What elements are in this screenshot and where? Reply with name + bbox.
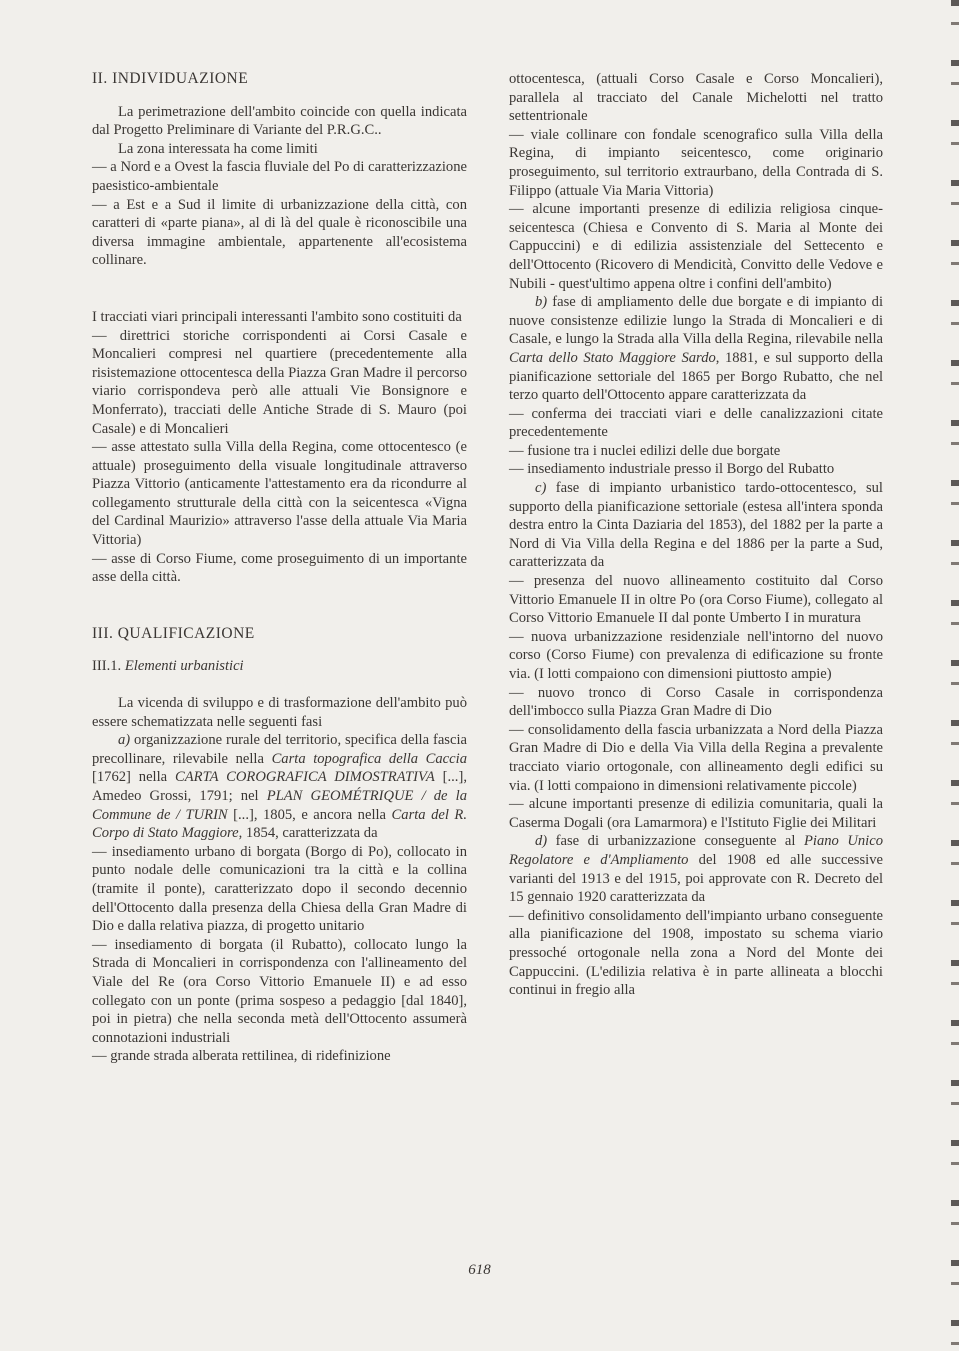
- phase-a-paragraph: [92, 731, 467, 843]
- paragraph: I tracciati viari principali interessanti l'ambito sono costituiti da: [92, 308, 462, 325]
- subsection-number: III.1.: [92, 658, 122, 675]
- list-item: — grande strada alberata rettilinea, di ridefinizione: [92, 1048, 391, 1065]
- section-heading-individuazione: II. INDIVIDUAZIONE: [92, 70, 249, 87]
- list-item: — insediamento di borgata (il Rubatto), collocato lungo la Strada di Moncalieri in corrispondenza con l'allineamento del Viale del Re (ora Corso Vittorio Emanuele II) e ad esso collegato con un ponte (prima sospeso a pedaggio [dal 1840], poi in pietra) che nella seconda metà dell'Ottocento assumerà connotazioni industriali: [92, 936, 467, 1046]
- right-column: [509, 70, 883, 1000]
- page-number: 618: [468, 1262, 491, 1278]
- phase-c-paragraph: [509, 479, 883, 572]
- map-title: PLAN GEOMÉTRIQUE / de la Commune de / TURIN: [92, 788, 467, 823]
- phase-letter: c): [535, 480, 547, 497]
- left-column: [92, 70, 467, 1066]
- map-title: Carta topografica della Caccia: [271, 750, 467, 767]
- list-item: — insediamento urbano di borgata (Borgo di Po), collocato in punto nodale delle comunicazioni tra la città e la collina (tramite il ponte), caratterizzato dopo il secondo decennio dell'Ottocento dalla presenza della Chiesa della Gran Madre di Dio e dalla relativa piazza, di progetto unitario: [92, 843, 467, 935]
- subsection-heading: [92, 657, 467, 676]
- subsection-title: Elementi urbanistici: [124, 658, 244, 675]
- list-item: — viale collinare con fondale scenografico sulla Villa della Regina, di impianto seicentesco, come originario proseguimento, sul territorio extraurbano, della Contrada di S. Filippo (attuale Via Maria Vittoria): [509, 126, 883, 199]
- list-item: — nuovo tronco di Corso Casale in corrispondenza dell'imbocco sulla Piazza Gran Madre di Dio: [509, 684, 883, 720]
- text-run: , 1854, caratterizzata da: [238, 825, 378, 842]
- text-run: fase di ampliamento delle due borgate e di impianto di nuove consistenze edilizie lungo la Strada di Moncalieri e di Casale, e lungo la Strada alla Villa della Regina, rilevabile nella: [509, 294, 883, 348]
- text-run: [...], Amedeo Grossi, 1791; nel: [92, 769, 467, 804]
- map-title: Carta del R. Corpo di Stato Maggiore: [92, 806, 467, 842]
- phase-letter: b): [535, 294, 548, 311]
- list-item: — conferma dei tracciati viari e delle canalizzazioni citate precedentemente: [509, 405, 883, 441]
- section-heading-qualificazione: III. QUALIFICAZIONE: [92, 624, 255, 642]
- phase-letter: d): [535, 833, 548, 850]
- list-item: — insediamento industriale presso il Borgo del Rubatto: [509, 461, 835, 478]
- paragraph: ottocentesca, (attuali Corso Casale e Corso Moncalieri), parallela al tracciato del Canale Michelotti nel tratto settentrionale: [509, 71, 883, 125]
- phase-letter: a): [118, 732, 131, 749]
- list-item: — nuova urbanizzazione residenziale nell'intorno del nuovo corso (Corso Fiume) con prevalenza di edificazione su fronte via. (I lotti compaiono con dimensioni piuttosto ampie): [509, 628, 883, 682]
- text-run: [1762] nella: [92, 769, 176, 786]
- list-item: — consolidamento della fascia urbanizzata a Nord della Piazza Gran Madre di Dio e della Via Villa della Regina a prevalente tracciato viario ortogonale, con allineamento degli edifici su via. (I lotti compaiono in dimensioni relativamente piccole): [509, 721, 883, 794]
- list-item: — definitivo consolidamento dell'impianto urbano conseguente alla pianificazione del 1908, impostato su schema viario pressoché ortogonale nella zona a Nord del Monte dei Cappuccini. (L'edilizia relativa è in parte allineata a blocchi continui in fregio alla: [509, 907, 883, 999]
- plan-title: Piano Unico Regolatore e d'Ampliamento: [509, 833, 883, 868]
- text-run: [...], 1805, e ancora nella: [227, 806, 392, 823]
- text-run: organizzazione rurale del territorio, specifica della fascia precollinare, rilevabile nella: [92, 732, 467, 767]
- phase-d-paragraph: [509, 832, 883, 906]
- text-run: del 1908 ed alle successive varianti del 1913 e del 1915, poi approvate con R. Decreto del 15 gennaio 1920 caratterizzata da: [509, 851, 883, 906]
- paragraph: La zona interessata ha come limiti: [118, 140, 318, 157]
- list-item: — asse attestato sulla Villa della Regina, come ottocentesco (e attuale) proseguimento della visuale longitudinale attraverso Piazza Vittorio (anticamente l'attestamento era da ricondurre al collegamento strutturale della città con la seicentesca «Vigna del Cardinal Maurizio» attraverso l'asse della attuale Via Maria Vittoria): [92, 439, 467, 549]
- phase-b-paragraph: [509, 293, 883, 405]
- list-item: — presenza del nuovo allineamento costituito dal Corso Vittorio Emanuele II in oltre Po (ora Corso Fiume), collegato al Corso Vittorio Emanuele II dal ponte Umberto I in muratura: [509, 573, 883, 627]
- map-title: CARTA COROGRAFICA DIMOSTRATIVA: [175, 769, 435, 786]
- list-item: — a Nord e a Ovest la fascia fluviale del Po di caratterizzazione paesistico-ambientale: [92, 159, 467, 194]
- scan-edge-strip: [951, 0, 959, 1351]
- text-run: fase di impianto urbanistico tardo-ottocentesco, sul supporto della pianificazione settoriale (estesa all'intera sponda destra entro la Cinta Daziaria del 1853), del 1882 per la parte a Nord di Via Villa della Regina e del 1886 per la parte a Sud, caratterizzata da: [509, 480, 883, 571]
- text-run: fase di urbanizzazione conseguente al: [547, 833, 804, 850]
- list-item: — direttrici storiche corrispondenti ai Corsi Casale e Moncalieri compresi nel quartiere (precedentemente alla risistemazione ottocentesca della Piazza Gran Madre il percorso viario corrispondeva però alle attuali Vie Bonsignore e Monferrato), tracciati delle Antiche Strade di S. Mauro (poi Casale) e di Moncalieri: [92, 327, 467, 437]
- list-item: — alcune importanti presenze di edilizia comunitaria, quali la Caserma Dogali (ora Lamarmora) e l'Istituto Figlie dei Militari: [509, 796, 883, 831]
- list-item: — fusione tra i nuclei edilizi delle due borgate: [509, 442, 781, 459]
- paragraph: La perimetrazione dell'ambito coincide con quella indicata dal Progetto Preliminare di Variante del P.R.G.C..: [92, 103, 467, 139]
- list-item: — a Est e a Sud il limite di urbanizzazione della città, con caratteri di «parte piana», al di là del quale è riconoscibile una diversa immagine ambientale, appartenente all'ecosistema collinare.: [92, 196, 467, 269]
- list-item: — alcune importanti presenze di edilizia religiosa cinque-seicentesca (Chiesa e Convento di S. Maria al Monte dei Cappuccini) e di edilizia assistenziale del Settecento e dell'Ottocento (Ricovero di Mendicità, Convitto delle Vedove e Nubili - quest'ultimo appena oltre i confini dell'ambito): [509, 201, 883, 292]
- paragraph: La vicenda di sviluppo e di trasformazione dell'ambito può essere schematizzata nelle seguenti fasi: [92, 695, 467, 730]
- text-run: , 1881, e sul supporto della pianificazione settoriale del 1865 per Borgo Rubatto, che nel terzo quarto dell'Ottocento appare caratterizzata da: [509, 349, 883, 404]
- map-title: Carta dello Stato Maggiore Sardo: [509, 349, 716, 366]
- list-item: — asse di Corso Fiume, come proseguimento di un importante asse della città.: [92, 550, 467, 586]
